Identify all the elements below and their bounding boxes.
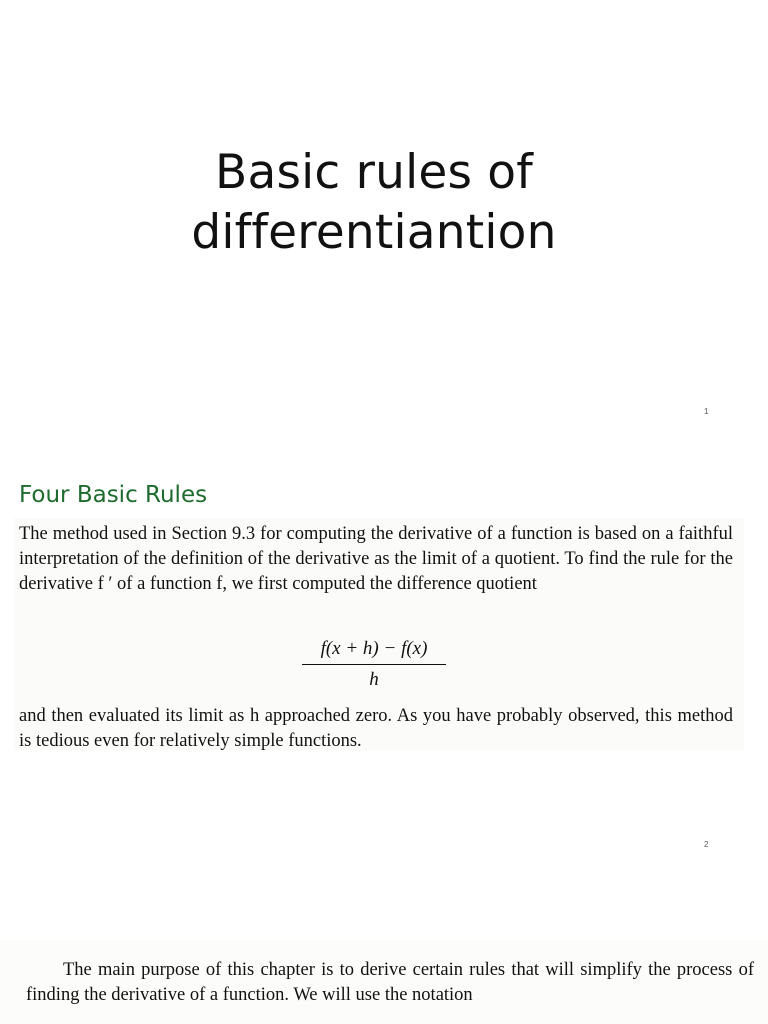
page-number: 1 (704, 407, 709, 416)
fraction-bar (302, 664, 446, 665)
slide-3 (0, 940, 768, 1024)
body-paragraph-2: and then evaluated its limit as h approached zero. As you have probably observed, this method is tedious even for relatively simple functions. (19, 706, 733, 751)
body-paragraph-1: The method used in Section 9.3 for computing the derivative of a function is based on a faithful interpretation of the definition of the derivative as the limit of a quotient. To find the rule for the derivative f ′ of a function f, we first computed the difference quotient (19, 524, 733, 594)
slide-2 (0, 478, 768, 868)
slide-title (0, 143, 748, 263)
formula-numerator: f(x + h) − f(x) (320, 638, 428, 659)
slide-title-line-1: Basic rules of (215, 145, 533, 201)
difference-quotient-formula (300, 636, 448, 691)
formula-denominator: h (369, 669, 379, 690)
page-number: 2 (704, 840, 709, 849)
slide-title-line-2: differentiantion (191, 205, 557, 261)
body-paragraph-3: The main purpose of this chapter is to derive certain rules that will simplify the process of finding the derivative of a function. We will use the notation (26, 960, 754, 1005)
slide-1 (0, 0, 768, 432)
section-heading: Four Basic Rules (19, 482, 208, 508)
